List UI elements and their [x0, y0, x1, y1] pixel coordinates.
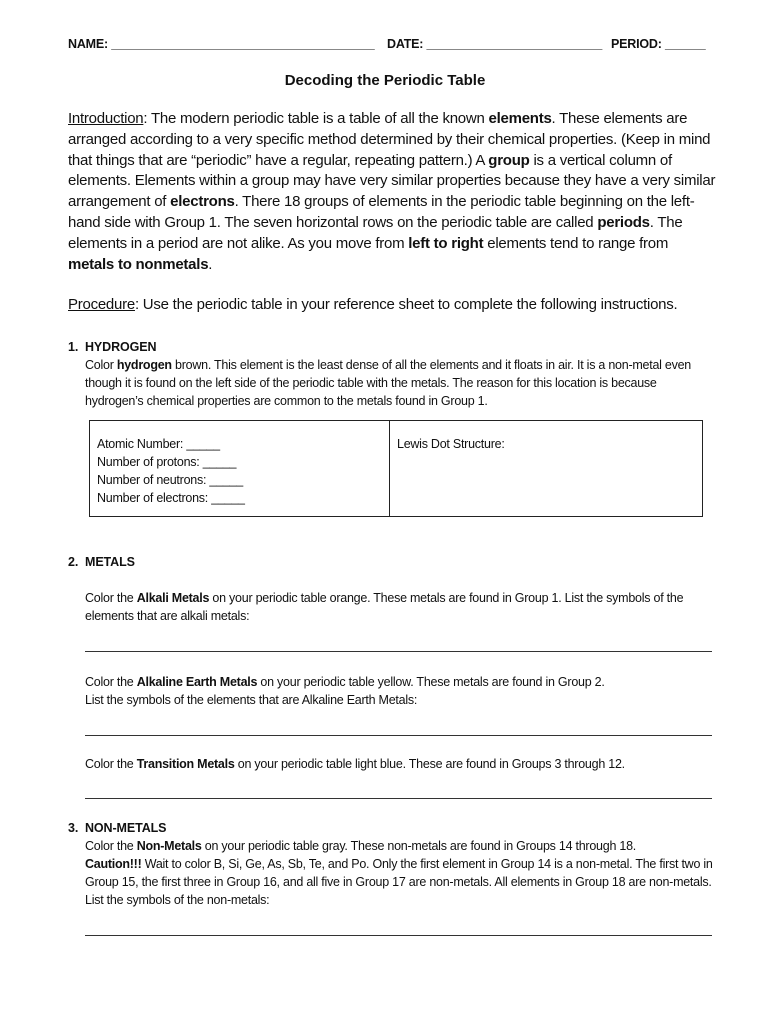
text: brown. This element is the least dense of all the elements and it floats in air. It is a non-metal even though it is found on the left side of the periodic table with the metals. The reason for this location is because hydrogen’s chemical properties are common to the metals found in Group 1. — [85, 358, 691, 408]
text: Color the — [85, 675, 137, 689]
protons-line: Number of protons: _____ — [97, 455, 237, 469]
section-title: NON-METALS — [85, 821, 167, 835]
procedure-paragraph — [68, 296, 728, 313]
intro-bold: elements — [488, 110, 552, 127]
intro-text: elements tend to range from — [483, 234, 669, 252]
transition-instructions — [85, 755, 715, 773]
bold-text: Alkali Metals — [136, 591, 210, 605]
answer-line-nonmetals — [85, 935, 712, 936]
bold-text: Non-Metals — [136, 839, 202, 853]
intro-text: . There 18 groups of elements in the periodic table beginning on the left-hand side with Group 1. The seven horizontal rows on the periodic table are called — [68, 193, 695, 231]
text: Wait to color B, Si, Ge, As, Sb, Te, and Po. Only the first element in Group 14 is a non-metal. The first two in Group 15, the first three in Group 16, and all five in Group 17 are non-metals. All elements in Group 18 are non-metals. List the symbols of the non-metals: — [85, 857, 713, 907]
metals-heading — [68, 555, 135, 569]
name-field: NAME: _______________________________________ — [68, 37, 375, 51]
nonmetals-heading — [68, 821, 166, 835]
hydrogen-instructions — [85, 356, 715, 410]
bold-text: Alkaline Earth Metals — [136, 675, 258, 689]
text: Color the — [85, 839, 137, 853]
bold-text: Transition Metals — [136, 757, 235, 771]
section-title: METALS — [85, 555, 135, 569]
intro-text: . The elements in a period are not alike. As you move from — [68, 213, 683, 252]
intro-bold: electrons — [170, 193, 235, 211]
section-number: 2. — [68, 555, 79, 569]
text: on your periodic table orange. These metals are found in Group 1. List the symbols of the elements that are alkali metals: — [85, 591, 684, 623]
period-field: PERIOD: ______ — [611, 37, 706, 51]
text: Color the — [85, 591, 137, 605]
neutrons-line: Number of neutrons: _____ — [97, 473, 243, 487]
alkali-instructions — [85, 589, 715, 625]
bold-text: hydrogen — [116, 358, 172, 372]
section-number: 3. — [68, 821, 79, 835]
lewis-dot-label: Lewis Dot Structure: — [397, 437, 505, 451]
procedure-text: : Use the periodic table in your reference sheet to complete the following instructions. — [134, 296, 678, 313]
intro-bold: periods — [597, 213, 650, 231]
nonmetals-instructions — [85, 837, 715, 909]
text: Color — [85, 358, 117, 372]
atomic-info-cell — [90, 421, 390, 516]
hydrogen-heading — [68, 340, 156, 354]
text: Color the — [85, 757, 137, 771]
intro-text: is a vertical column of elements. Elements within a group may have very similar properties because they have a very similar arrangement of — [68, 151, 716, 211]
intro-bold: left to right — [408, 234, 484, 252]
section-number: 1. — [68, 340, 79, 354]
electrons-line: Number of electrons: _____ — [97, 491, 245, 505]
section-title: HYDROGEN — [85, 340, 157, 354]
alkaline-earth-instructions — [85, 673, 715, 709]
text: on your periodic table gray. These non-metals are found in Groups 14 through 18. — [201, 839, 637, 853]
text: List the symbols of the elements that are Alkaline Earth Metals: — [85, 693, 418, 707]
date-field: DATE: __________________________ — [387, 37, 603, 51]
introduction-paragraph — [68, 109, 718, 275]
caution-text: Caution!!! — [85, 857, 142, 871]
text: on your periodic table light blue. These are found in Groups 3 through 12. — [234, 757, 625, 771]
atomic-number-line: Atomic Number: _____ — [97, 437, 220, 451]
lewis-dot-cell — [390, 421, 702, 516]
intro-text: . These elements are arranged according to a very specific method determined by their chemical properties. (Keep in mind that things that are “periodic” have a regular, repeating pattern.) A — [68, 110, 711, 169]
intro-bold: group — [488, 151, 530, 169]
hydrogen-table — [89, 420, 703, 517]
text: on your periodic table yellow. These metals are found in Group 2. — [257, 675, 605, 689]
procedure-heading: Procedure — [68, 296, 135, 313]
intro-bold: metals to nonmetals — [68, 255, 209, 273]
answer-line-alkaline-earth — [85, 735, 712, 736]
introduction-heading: Introduction — [68, 110, 144, 127]
intro-text: : The modern periodic table is a table of all the known — [143, 110, 489, 127]
answer-line-alkali — [85, 651, 712, 652]
answer-line-transition — [85, 798, 712, 799]
intro-text: . — [208, 255, 213, 273]
page-title: Decoding the Periodic Table — [284, 72, 486, 89]
